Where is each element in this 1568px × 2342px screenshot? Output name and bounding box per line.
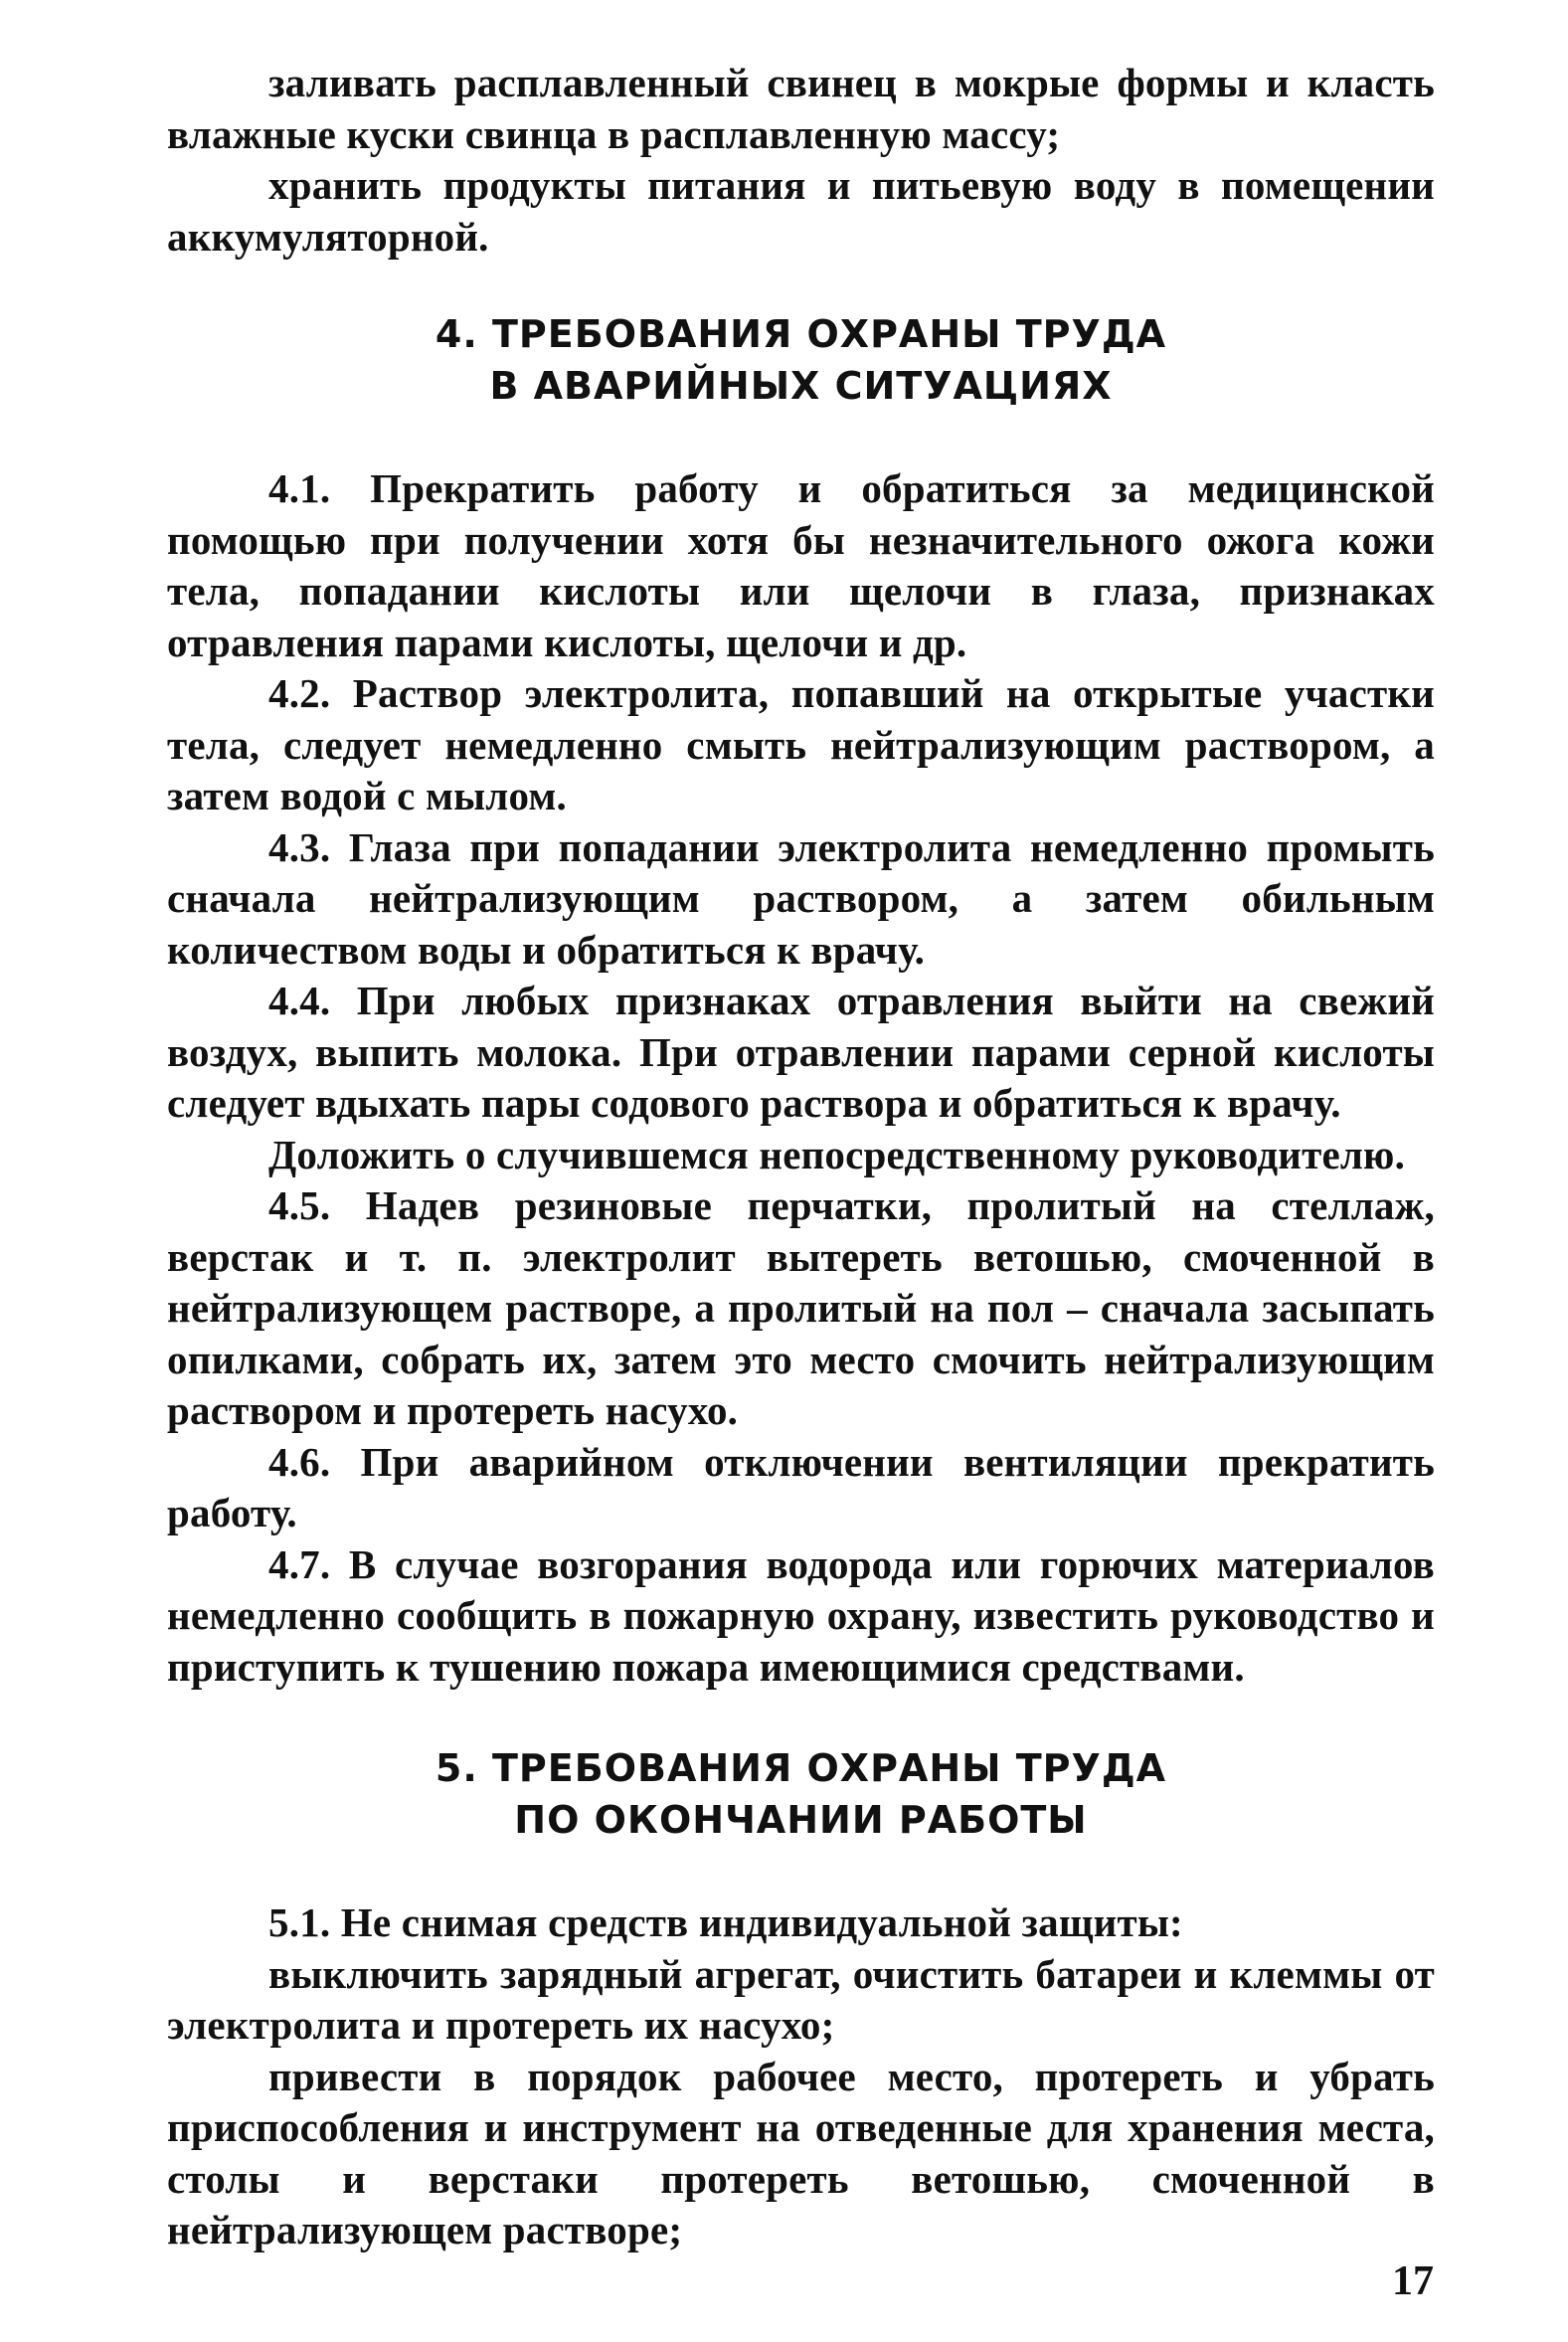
item-text: При любых признаках отравления выйти на свежий воздух, выпить молока. При отравлении парами серной кислоты следует вдыхать пары содового раствора и обратиться к врачу. [167,978,1435,1126]
section-4-heading [167,308,1435,412]
item-number: 4.5. [268,1182,331,1228]
sub-item-1: выключить зарядный агрегат, очистить батареи и клеммы от электролита и протереть их насухо; [167,1950,1435,2048]
intro-paragraph-1: заливать расплавленный свинец в мокрые формы и класть влажные куски свинца в расплавленную массу; [167,60,1435,157]
item-4-6 [167,1437,1435,1539]
item-4-1 [167,463,1435,668]
section-4-title-line-1: 4. ТРЕБОВАНИЯ ОХРАНЫ ТРУДА [435,312,1167,356]
item-4-7 [167,1539,1435,1694]
section-5-title-line-2: ПО ОКОНЧАНИИ РАБОТЫ [514,1798,1088,1842]
item-number: 4.7. [268,1540,331,1587]
report-paragraph: Доложить о случившемся непосредственному руководителю. [268,1131,1406,1177]
item-number: 4.2. [268,670,331,716]
item-number: 4.1. [268,465,331,511]
section-5-heading [167,1742,1435,1846]
document-page [167,58,1435,2256]
item-text: Надев резиновые перчатки, пролитый на стеллаж, верстак и т. п. электролит вытереть ветошью, смоченной в нейтрализующем растворе, а пролитый на пол – сначала засыпать опилками, собрать их, затем это место смочить нейтрализующим раствором и протереть насухо. [167,1182,1435,1433]
item-text: В случае возгорания водорода или горючих материалов немедленно сообщить в пожарную охрану, известить руководство и приступить к тушению пожара имеющимися средствами. [167,1540,1435,1690]
item-number: 4.6. [268,1438,331,1485]
item-4-4 [167,976,1435,1130]
item-text: Не снимая средств индивидуальной защиты: [330,1899,1183,1945]
item-4-5 [167,1180,1435,1437]
item-number: 5.1. [268,1899,331,1945]
item-number: 4.4. [268,978,331,1023]
item-text: При аварийном отключении вентиляции прекратить работу. [167,1438,1435,1535]
item-number: 4.3. [268,823,331,870]
section-4-title-line-2: В АВАРИЙНЫХ СИТУАЦИЯХ [489,364,1113,408]
intro-paragraph-2: хранить продукты питания и питьевую воду в помещении аккумуляторной. [167,162,1435,260]
item-text: Раствор электролита, попавший на открытые участки тела, следует немедленно смыть нейтрализующим раствором, а затем водой с мылом. [167,670,1435,818]
item-4-2 [167,668,1435,822]
item-4-3 [167,822,1435,977]
item-text: Прекратить работу и обратиться за медицинской помощью при получении хотя бы незначительного ожога кожи тела, попадании кислоты или щелочи в глаза, признаках отравления парами кислоты, щелочи и др. [167,465,1435,665]
item-text: Глаза при попадании электролита немедленно промыть сначала нейтрализующим раствором, а затем обильным количеством воды и обратиться к врачу. [167,823,1435,973]
page-number: 17 [1392,2258,1434,2304]
sub-item-2: привести в порядок рабочее место, протереть и убрать приспособления и инструмент на отведенные для хранения места, столы и верстаки протереть ветошью, смоченной в нейтрализующем растворе; [167,2053,1435,2252]
item-5-1 [167,1897,1435,1949]
section-5-title-line-1: 5. ТРЕБОВАНИЯ ОХРАНЫ ТРУДА [435,1746,1167,1790]
